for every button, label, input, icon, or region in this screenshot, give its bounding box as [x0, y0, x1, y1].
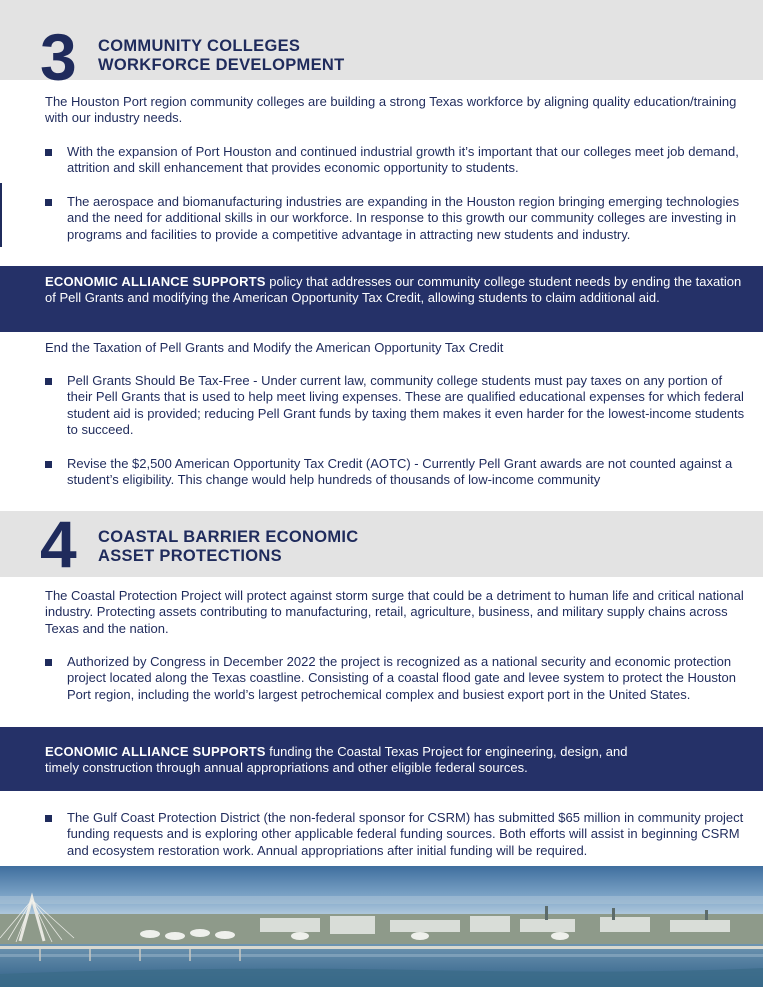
- section3-number: 3: [40, 20, 75, 94]
- supports-body-line1: funding the Coastal Texas Project for engineering, design, and: [265, 744, 628, 759]
- section4-after-bullet-list: [45, 810, 745, 859]
- section3-title: [98, 37, 344, 75]
- list-item-text: Authorized by Congress in December 2022 the project is recognized as a national security and economic protection project located along the Texas coastline. Consisting of a coastal flood gate and levee system to protect the Houston Port region, including the world’s largest petrochemical complex and busiest export port in the United States.: [67, 654, 736, 702]
- section4-supports-callout: [0, 727, 763, 791]
- section4-number: 4: [40, 507, 75, 581]
- section4-intro: The Coastal Protection Project will protect against storm surge that could be a detriment to human life and critical national industry. Protecting assets contributing to manufacturing, retail, agriculture, business, and military supply chains across Texas and the nation.: [45, 588, 744, 636]
- section4-title-line2: ASSET PROTECTIONS: [98, 547, 282, 565]
- coastal-industrial-photo: [0, 866, 763, 987]
- square-bullet-icon: [45, 815, 52, 822]
- square-bullet-icon: [45, 199, 52, 206]
- section3-supports-text: [45, 274, 745, 307]
- supports-label: ECONOMIC ALLIANCE SUPPORTS: [45, 274, 266, 289]
- margin-marker: [0, 183, 2, 247]
- list-item-text: Pell Grants Should Be Tax-Free - Under current law, community college students must pay taxes on any portion of their Pell Grants that is used to help meet living expenses. These are qualified educational expenses for which federal student aid is provided; reducing Pell Grant funds by taxing them makes it even harder for the lowest-income students to succeed.: [67, 373, 745, 438]
- section4-supports-text: [45, 744, 745, 777]
- section4-bullet-list: [45, 654, 745, 703]
- section3-supports-callout: [0, 266, 763, 332]
- photo-illustration: [0, 866, 763, 987]
- supports-body: policy that addresses our community college student needs by ending the taxation of Pell Grants and modifying the American Opportunity Tax Credit, allowing students to claim additional aid.: [45, 274, 742, 306]
- list-item: [45, 456, 745, 489]
- list-item-text: The Gulf Coast Protection District (the non-federal sponsor for CSRM) has submitted $65 million in community project funding requests and is exploring other applicable federal funding sources. Both efforts will assist in beginning CSRM and ecosystem restoration work. Annual appropriations after initial funding will be required.: [67, 810, 744, 858]
- supports-body-line2: timely construction through annual appropriations and other eligible federal sources.: [45, 760, 528, 776]
- list-item-text: Revise the $2,500 American Opportunity Tax Credit (AOTC) - Currently Pell Grant awards are not counted against a student’s eligibility. This change would help hundreds of thousands of low-income community: [67, 455, 733, 488]
- list-item: [45, 373, 745, 439]
- list-item: [45, 194, 745, 243]
- section3-title-line1: COMMUNITY COLLEGES: [98, 37, 301, 55]
- list-item-text: The aerospace and biomanufacturing industries are expanding in the Houston region bringing emerging technologies and the need for additional skills in our workforce. In response to this growth our community colleges are investing in programs and facilities to provide a competitive advantage in attracting new students and industry.: [67, 193, 740, 242]
- square-bullet-icon: [45, 461, 52, 468]
- section4-title: [98, 528, 359, 566]
- list-item: [45, 810, 745, 859]
- list-item: [45, 654, 745, 703]
- section3-intro: The Houston Port region community colleges are building a strong Texas workforce by aligning quality education/training with our industry needs.: [45, 94, 737, 126]
- square-bullet-icon: [45, 378, 52, 385]
- section3-title-line2: WORKFORCE DEVELOPMENT: [98, 56, 345, 74]
- list-item-text: With the expansion of Port Houston and continued industrial growth it’s important that our colleges meet job demand, attrition and skill enhancement that provides economic opportunity to students.: [67, 144, 739, 176]
- list-item: [45, 144, 745, 177]
- section3-bullet-list: [45, 144, 745, 243]
- section3-sub-bullet-list: [45, 373, 745, 488]
- section3-subheading: End the Taxation of Pell Grants and Modify the American Opportunity Tax Credit: [45, 340, 504, 355]
- square-bullet-icon: [45, 659, 52, 666]
- supports-label: ECONOMIC ALLIANCE SUPPORTS: [45, 744, 266, 759]
- square-bullet-icon: [45, 149, 52, 156]
- section4-title-line1: COASTAL BARRIER ECONOMIC: [98, 528, 359, 546]
